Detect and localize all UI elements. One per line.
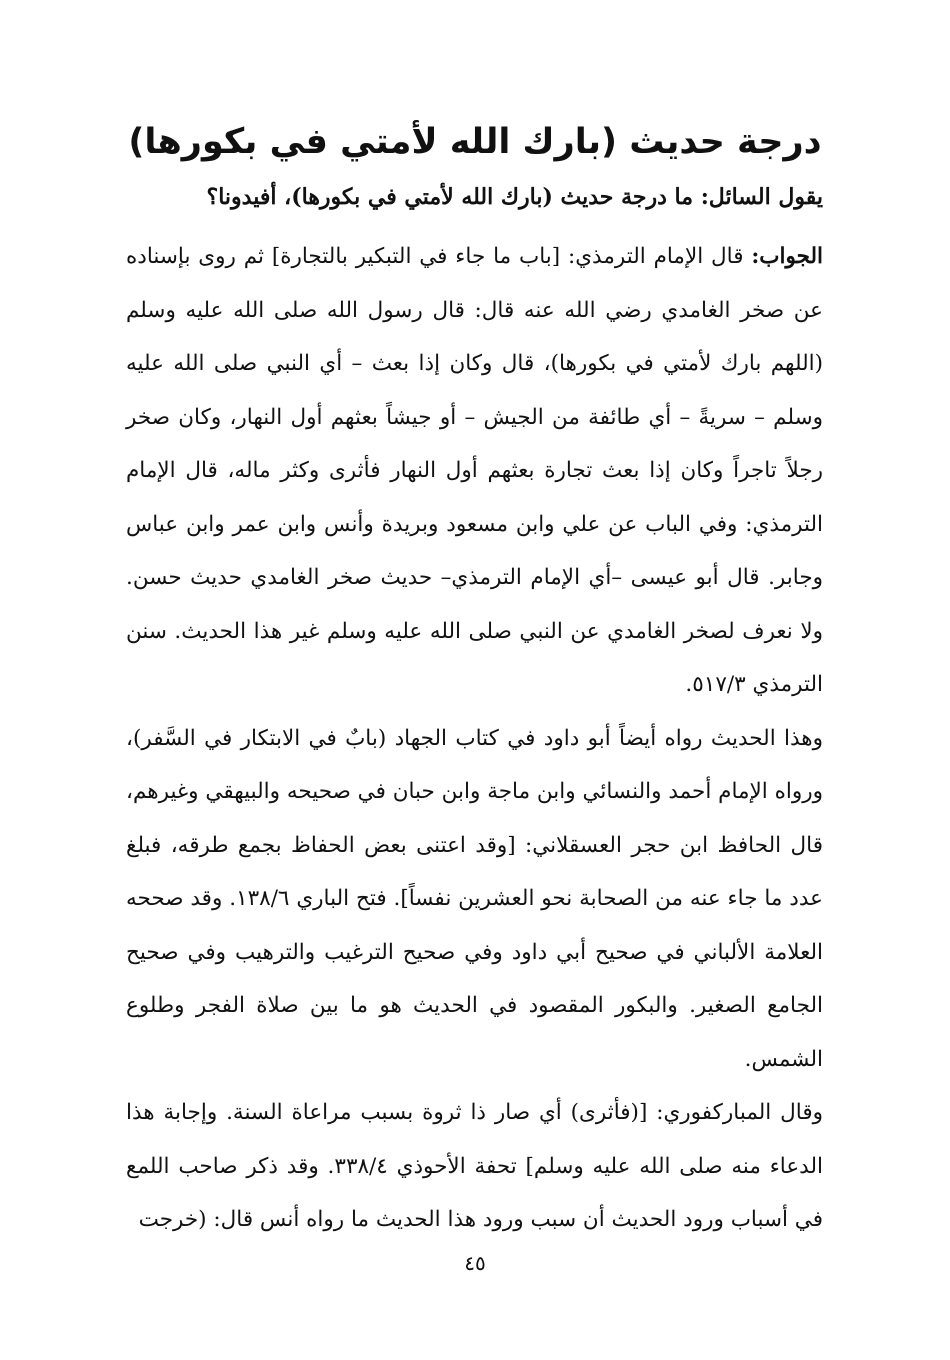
page-title: درجة حديث (بارك الله لأمتي في بكورها) (128, 122, 822, 162)
answer-body (126, 230, 823, 1247)
page-number: ٤٥ (464, 1251, 486, 1275)
question-text: يقول السائل: ما درجة حديث (بارك الله لأمتي في بكورها)، أفيدونا؟ (206, 184, 823, 210)
paragraph-1-text: قال الإمام الترمذي: [باب ما جاء في التبكير بالتجارة] ثم روى بإسناده عن صخر الغامدي رضي الله عنه قال: قال رسول الله صلى الله عليه وسلم (اللهم بارك لأمتي في بكورها)، قال وكان إذا بعث – أي النبي صلى الله عليه وسلم – سريةً – أي طائفة من الجيش – أو جيشاً بعثهم أول النهار، وكان صخر رجلاً تاجراً وكان إذا بعث تجارة بعثهم أول النهار فأثرى وكثر ماله، قال الإمام الترمذي: وفي الباب عن علي وابن مسعود وبريدة وأنس وابن عمر وابن عباس وجابر. قال أبو عيسى –أي الإمام الترمذي– حديث صخر الغامدي حديث حسن. ولا نعرف لصخر الغامدي عن النبي صلى الله عليه وسلم غير هذا الحديث. سنن الترمذي ٥١٧/٣. (126, 244, 823, 697)
paragraph-2: وهذا الحديث رواه أيضاً أبو داود في كتاب الجهاد (بابٌ في الابتكار في السَّفر)، ورواه الإمام أحمد والنسائي وابن ماجة وابن حبان في صحيحه والبيهقي وغيرهم، قال الحافظ ابن حجر العسقلاني: [وقد اعتنى بعض الحفاظ بجمع طرقه، فبلغ عدد ما جاء عنه من الصحابة نحو العشرين نفساً]. فتح الباري ١٣٨/٦. وقد صححه العلامة الألباني في صحيح أبي داود وفي صحيح الترغيب والترهيب وفي صحيح الجامع الصغير. والبكور المقصود في الحديث هو ما بين صلاة الفجر وطلوع الشمس. (126, 725, 823, 1072)
paragraph-3: وقال المباركفوري: [(فأثرى) أي صار ذا ثروة بسبب مراعاة السنة. وإجابة هذا الدعاء منه صلى الله عليه وسلم] تحفة الأحوذي ٣٣٨/٤. وقد ذكر صاحب اللمع في أسباب ورود الحديث أن سبب ورود هذا الحديث ما رواه أنس قال: (خرجت (126, 1100, 823, 1232)
paragraph-1 (126, 230, 823, 712)
answer-lead: الجواب: (751, 244, 823, 269)
